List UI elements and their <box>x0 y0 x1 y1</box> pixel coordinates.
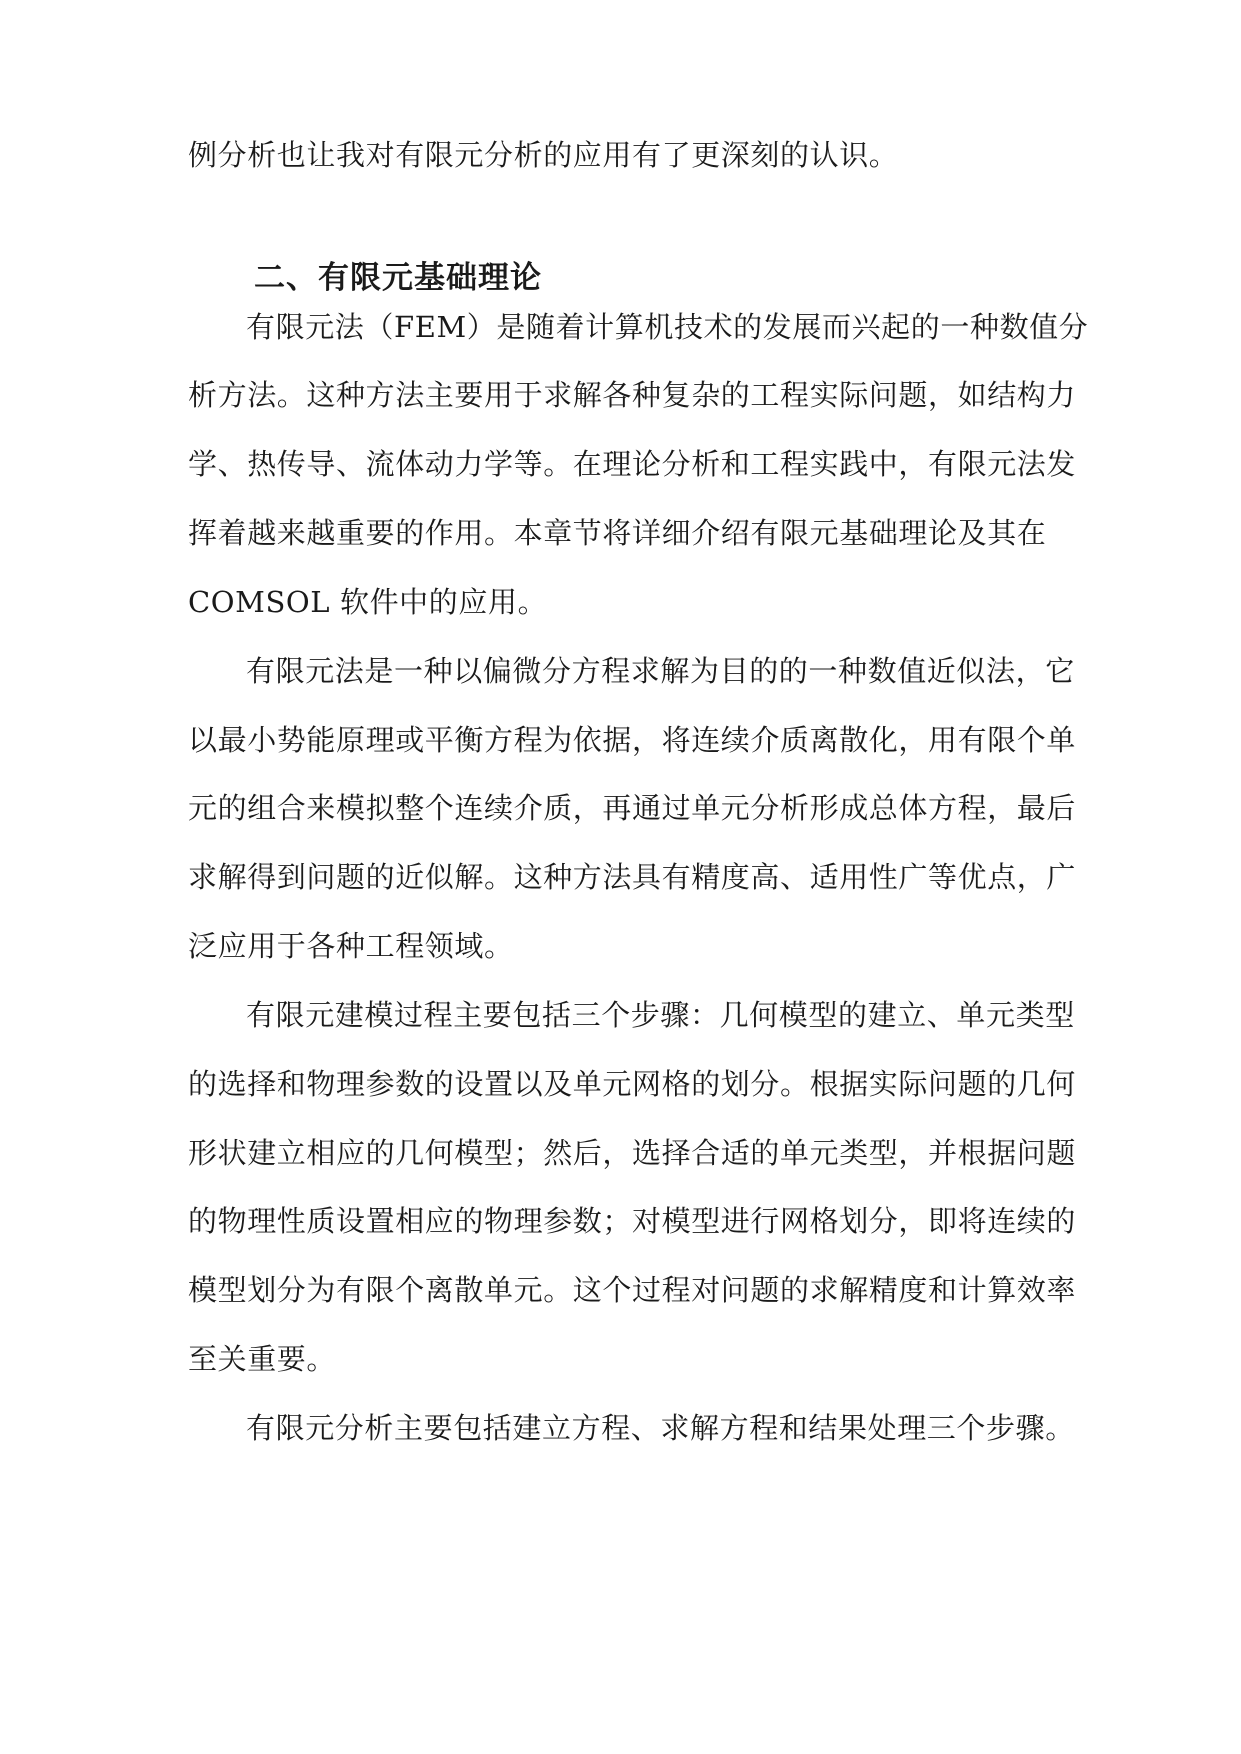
paragraph-line: 元的组合来模拟整个连续介质，再通过单元分析形成总体方程，最后 <box>188 791 1077 825</box>
paragraph-line: 挥着越来越重要的作用。本章节将详细介绍有限元基础理论及其在 <box>188 516 1047 550</box>
paragraph-line: 泛应用于各种工程领域。 <box>188 929 514 963</box>
paragraph-line: 有限元分析主要包括建立方程、求解方程和结果处理三个步骤。 <box>246 1411 1075 1445</box>
paragraph-line: 求解得到问题的近似解。这种方法具有精度高、适用性广等优点，广 <box>188 860 1077 894</box>
paragraph-line: 析方法。这种方法主要用于求解各种复杂的工程实际问题，如结构力 <box>188 378 1077 412</box>
paragraph-line: 模型划分为有限个离散单元。这个过程对问题的求解精度和计算效率 <box>188 1273 1077 1307</box>
paragraph-line: 有限元法（FEM）是随着计算机技术的发展而兴起的一种数值分 <box>246 310 1089 344</box>
paragraph-line: 有限元法是一种以偏微分方程求解为目的的一种数值近似法，它 <box>246 654 1075 688</box>
carryover-line: 例分析也让我对有限元分析的应用有了更深刻的认识。 <box>188 138 899 172</box>
paragraph-line: COMSOL 软件中的应用。 <box>188 585 548 619</box>
paragraph-line: 的选择和物理参数的设置以及单元网格的划分。根据实际问题的几何 <box>188 1067 1077 1101</box>
paragraph-line: 形状建立相应的几何模型；然后，选择合适的单元类型，并根据问题 <box>188 1136 1077 1170</box>
paragraph-line: 的物理性质设置相应的物理参数；对模型进行网格划分，即将连续的 <box>188 1204 1077 1238</box>
paragraph-line: 有限元建模过程主要包括三个步骤：几何模型的建立、单元类型 <box>246 998 1075 1032</box>
section-heading: 二、有限元基础理论 <box>254 260 542 296</box>
paragraph-line: 以最小势能原理或平衡方程为依据，将连续介质离散化，用有限个单 <box>188 723 1077 757</box>
paragraph-line: 学、热传导、流体动力学等。在理论分析和工程实践中，有限元法发 <box>188 447 1077 481</box>
paragraph-line: 至关重要。 <box>188 1342 337 1376</box>
